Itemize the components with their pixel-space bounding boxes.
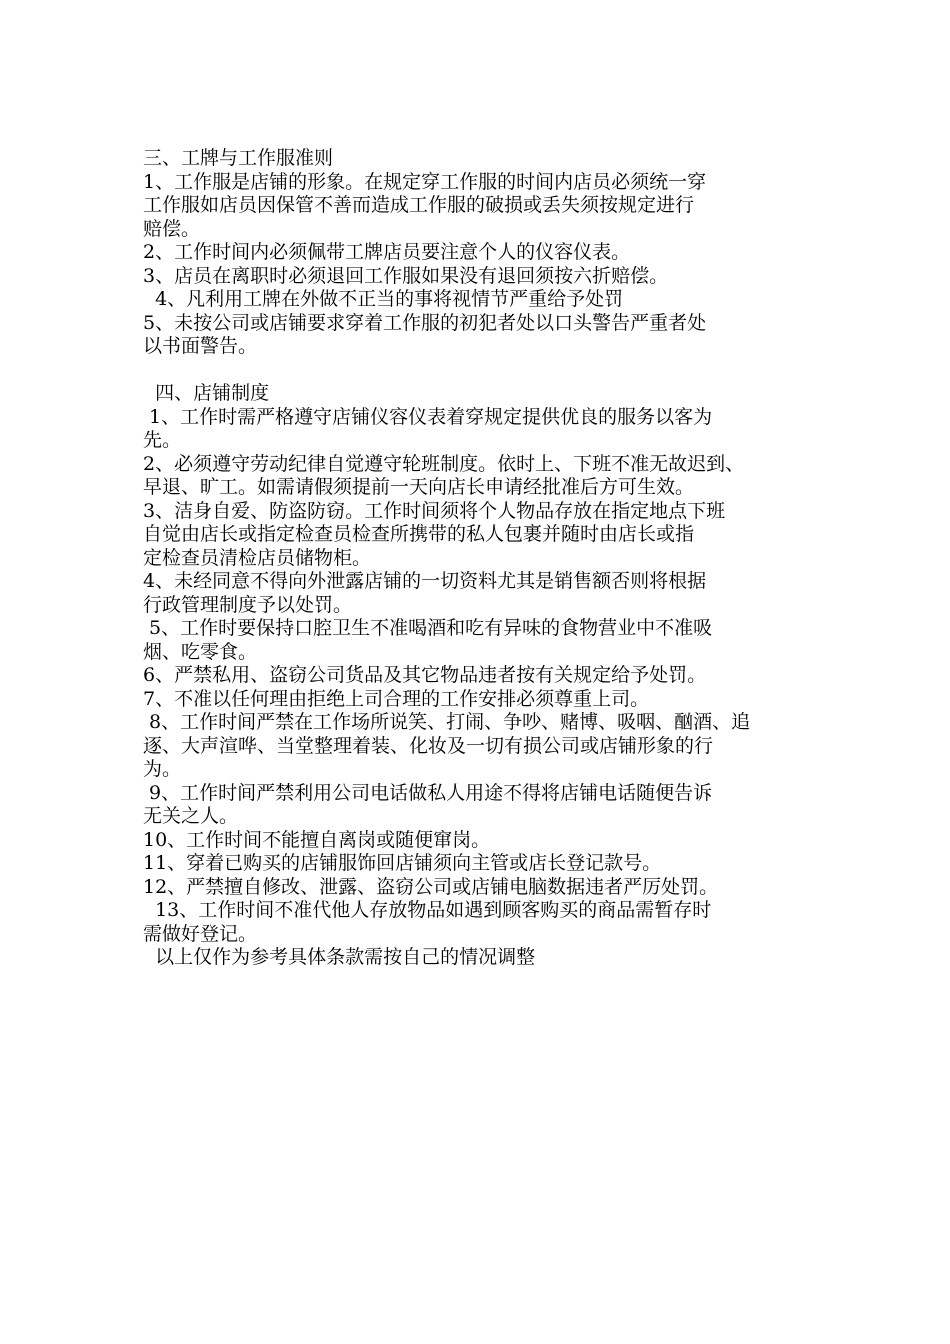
section-3-line: 3、店员在离职时必须退回工作服如果没有退回须按六折赔偿。 [143, 264, 669, 287]
section-3-line: 赔偿。 [143, 217, 201, 240]
section-4-line: 6、严禁私用、盗窃公司货品及其它物品违者按有关规定给予处罚。 [143, 664, 707, 686]
section-4-line: 11、穿着已购买的店铺服饰回店铺须向主管或店长登记款号。 [143, 852, 662, 874]
section-4-line: 需做好登记。 [143, 922, 258, 945]
section-4-line: 4、未经同意不得向外泄露店铺的一切资料尤其是销售额否则将根据 [143, 570, 707, 592]
section-4-line: 先。 [143, 429, 182, 451]
section-4-line: 逐、大声渲哗、当堂整理着装、化妆及一切有损公司或店铺形象的行 [143, 734, 714, 757]
section-3-line: 1、工作服是店铺的形象。在规定穿工作服的时间内店员必须统一穿 [143, 170, 707, 193]
paragraph-spacer [143, 359, 823, 383]
section-4-line: 2、必须遵守劳动纪律自觉遵守轮班制度。依时上、下班不准无故迟到、 [143, 452, 745, 475]
section-4-line: 3、洁身自爱、防盗防窃。工作时间须将个人物品存放在指定地点下班 [143, 499, 726, 522]
section-4-line: 12、严禁擅自修改、泄露、盗窃公司或店铺电脑数据违者严厉处罚。 [143, 875, 719, 898]
section-3-line: 4、凡利用工牌在外做不正当的事将视情节严重给予处罚 [143, 288, 624, 310]
section-4-line: 为。 [143, 758, 182, 780]
document-body [143, 147, 823, 970]
section-4-line: 烟、吃零食。 [143, 640, 258, 663]
section-4-heading: 四、店铺制度 [143, 382, 270, 404]
section-4-line: 9、工作时间严禁利用公司电话做私人用途不得将店铺电话随便告诉 [143, 781, 713, 804]
section-4-line: 行政管理制度予以处罚。 [143, 593, 353, 616]
section-4-line: 10、工作时间不能擅自离岗或随便窜岗。 [143, 828, 491, 851]
section-4-line: 定检查员清检店员储物柜。 [143, 546, 372, 569]
section-3-line: 工作服如店员因保管不善而造成工作服的破损或丢失须按规定进行 [143, 194, 695, 216]
section-4-line: 5、工作时要保持口腔卫生不准喝酒和吃有异味的食物营业中不准吸 [143, 617, 713, 639]
section-4-line: 自觉由店长或指定检查员检查所携带的私人包裹并随时由店长或指 [143, 523, 695, 545]
section-3-heading: 三、工牌与工作服准则 [143, 147, 334, 169]
section-4-line: 1、工作时需严格遵守店铺仪容仪表着穿规定提供优良的服务以客为 [143, 405, 713, 428]
section-3-line: 以书面警告。 [143, 335, 258, 357]
section-3-line: 2、工作时间内必须佩带工牌店员要注意个人的仪容仪表。 [143, 241, 631, 263]
closing-note: 以上仅作为参考具体条款需按自己的情况调整 [143, 946, 536, 968]
section-4-line: 无关之人。 [143, 805, 239, 827]
section-4-line: 7、不准以任何理由拒绝上司合理的工作安排必须尊重上司。 [143, 687, 650, 710]
section-3-line: 5、未按公司或店铺要求穿着工作服的初犯者处以口头警告严重者处 [143, 311, 707, 334]
section-4-line: 早退、旷工。如需请假须提前一天向店长申请经批准后方可生效。 [143, 476, 695, 498]
section-4-line: 8、工作时间严禁在工作场所说笑、打闹、争吵、赌博、吸咽、酗酒、追 [143, 711, 751, 733]
section-4-line: 13、工作时间不准代他人存放物品如遇到顾客购买的商品需暂存时 [143, 899, 712, 921]
